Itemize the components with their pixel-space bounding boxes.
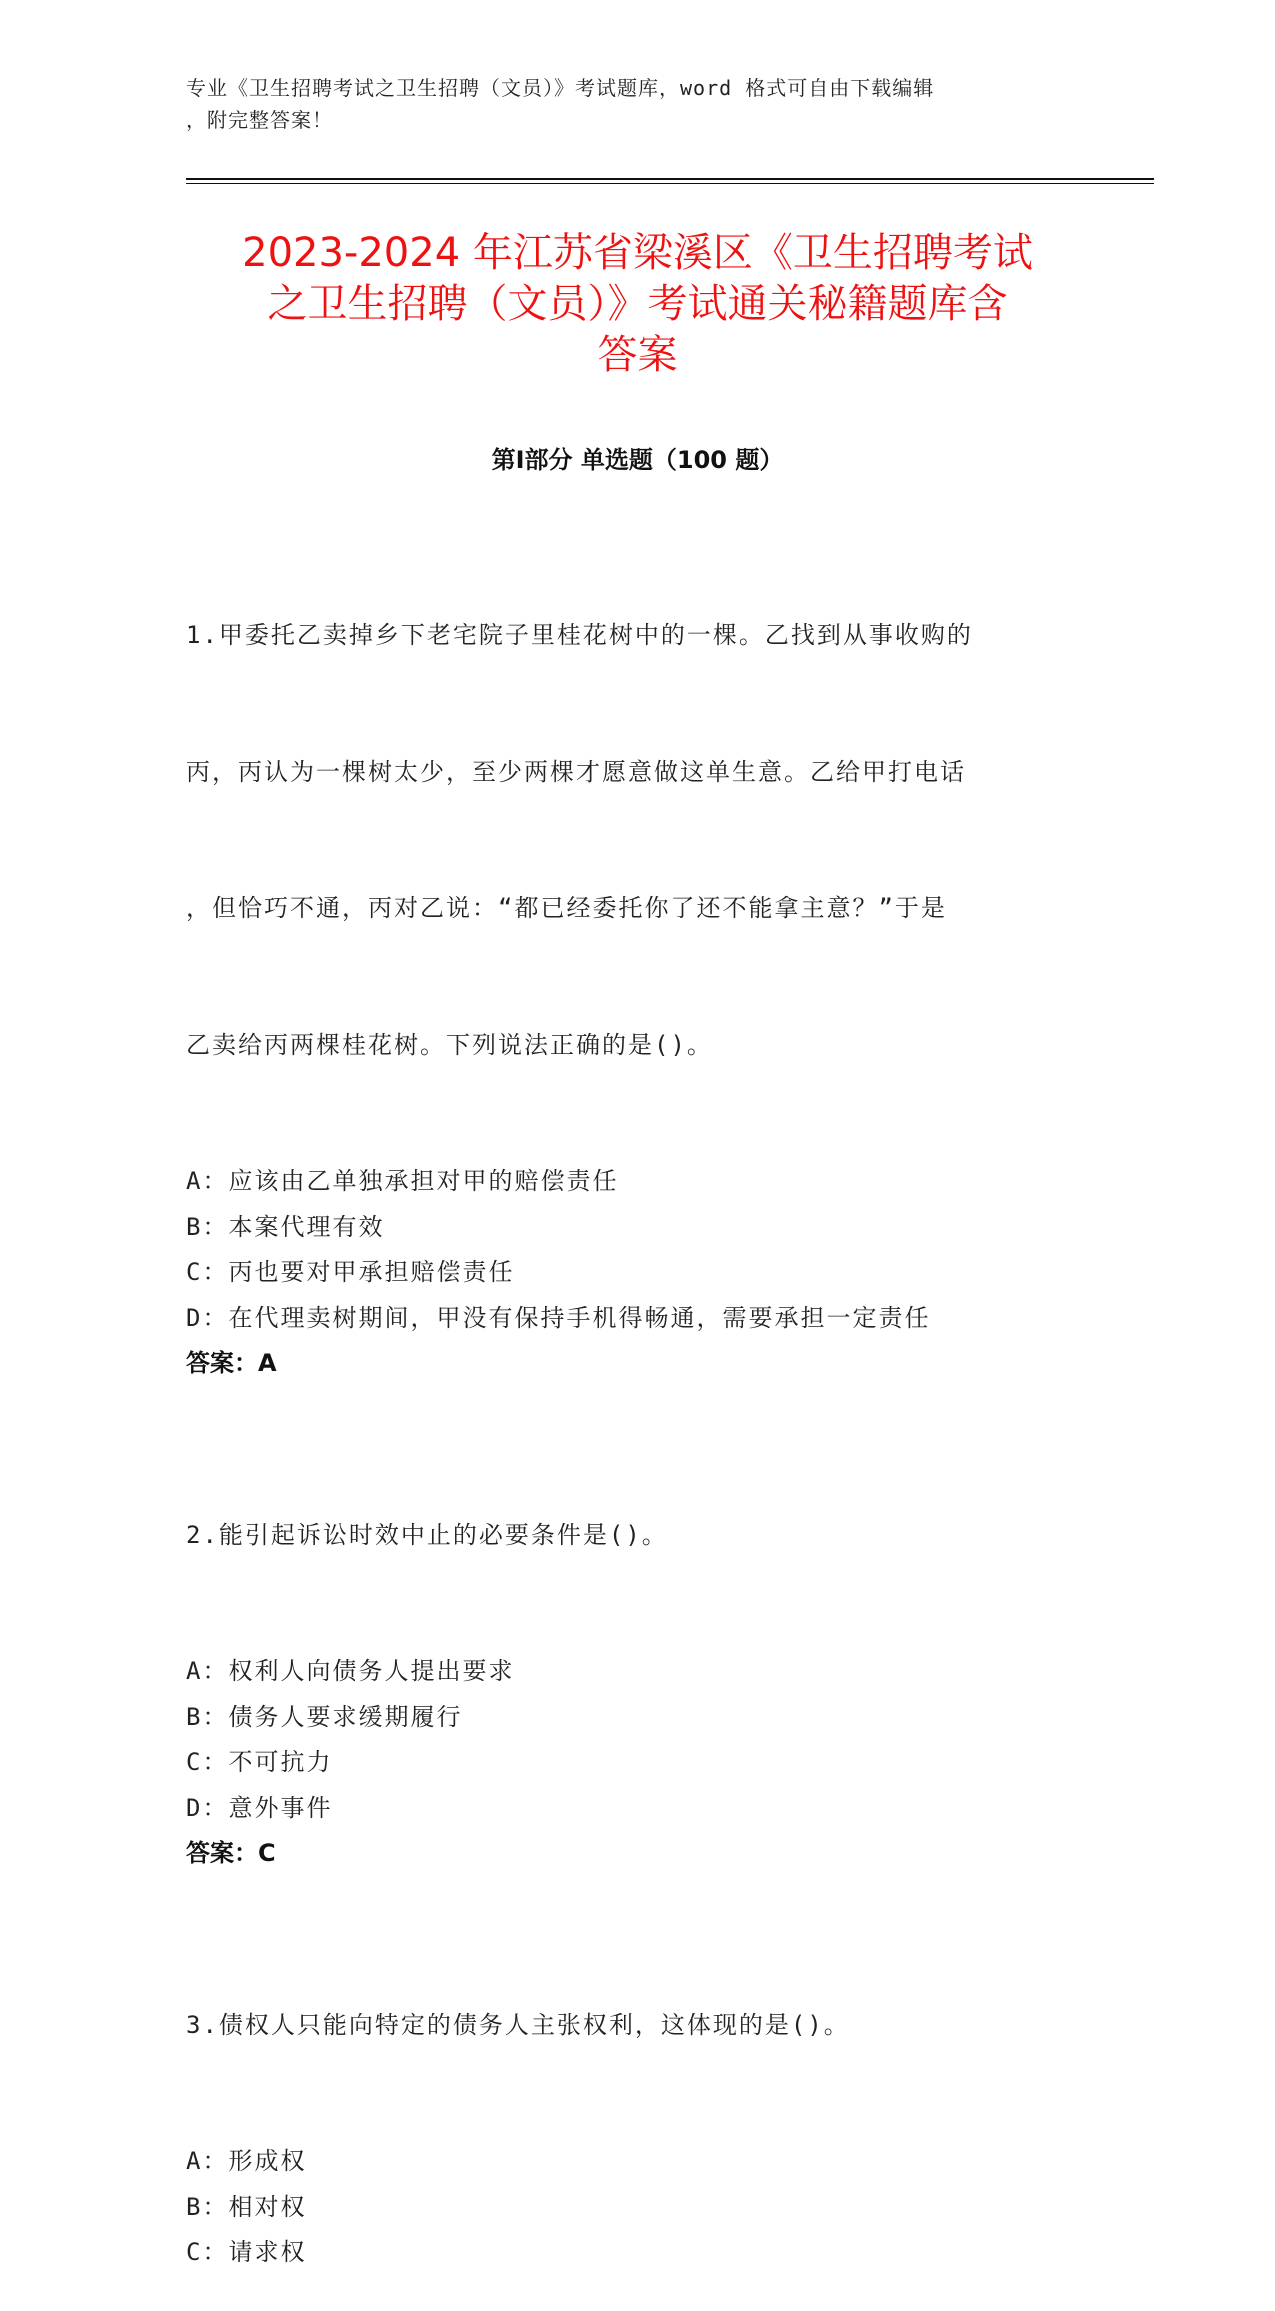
- question-list: [186, 522, 1066, 2311]
- question-stem-line: ，但恰巧不通，丙对乙说：“都已经委托你了还不能拿主意？”于是: [186, 894, 947, 922]
- question-stem-line: 丙，丙认为一棵树太少，至少两棵才愿意做这单生意。乙给甲打电话: [186, 757, 966, 786]
- answer-label: 答案：C: [186, 1839, 276, 1867]
- option-b: B：债务人要求缓期履行: [186, 1702, 463, 1731]
- header-note-line-1: 专业《卫生招聘考试之卫生招聘（文员）》考试题库，word 格式可自由下载编辑: [186, 76, 935, 100]
- header-divider-thick: [186, 178, 1154, 180]
- question-stem-line: 1.甲委托乙卖掉乡下老宅院子里桂花树中的一棵。乙找到从事收购的: [186, 621, 973, 649]
- option-a: A：权利人向债务人提出要求: [186, 1657, 515, 1685]
- document-title-line-1: 2023-2024 年江苏省梁溪区《卫生招聘考试: [242, 230, 1033, 276]
- question-1: [186, 522, 1066, 1387]
- header-note-line-2: ，附完整答案！: [186, 108, 333, 132]
- question-stem: [186, 1422, 1066, 1650]
- option-a: A：形成权: [186, 2147, 307, 2175]
- question-2: [186, 1422, 1066, 1877]
- header-note: [186, 72, 1066, 136]
- option-c: C：请求权: [186, 2238, 307, 2266]
- question-stem: [186, 522, 1066, 1159]
- question-stem-line: 3.债权人只能向特定的债务人主张权利，这体现的是()。: [186, 2010, 850, 2039]
- option-c: C：丙也要对甲承担赔偿责任: [186, 1258, 515, 1286]
- question-stem: [186, 1912, 1066, 2140]
- answer-label: 答案：A: [186, 1349, 277, 1377]
- header-divider-thin: [186, 183, 1154, 184]
- option-d: D：在代理卖树期间，甲没有保持手机得畅通，需要承担一定责任: [186, 1303, 931, 1332]
- document-title: [150, 228, 1125, 381]
- section-heading: 第Ⅰ部分 单选题（100 题）: [491, 446, 784, 474]
- question-stem-line: 乙卖给丙两棵桂花树。下列说法正确的是()。: [186, 1030, 713, 1059]
- option-c: C：不可抗力: [186, 1748, 333, 1776]
- question-stem-line: 2.能引起诉讼时效中止的必要条件是()。: [186, 1520, 668, 1549]
- document-title-line-2: 之卫生招聘（文员）》考试通关秘籍题库含: [267, 281, 1008, 327]
- question-3: [186, 1912, 1066, 2276]
- option-b: B：本案代理有效: [186, 1212, 385, 1241]
- option-d: D：意外事件: [186, 1793, 333, 1822]
- document-title-line-3: 答案: [597, 332, 678, 378]
- option-a: A：应该由乙单独承担对甲的赔偿责任: [186, 1167, 619, 1195]
- option-b: B：相对权: [186, 2192, 307, 2221]
